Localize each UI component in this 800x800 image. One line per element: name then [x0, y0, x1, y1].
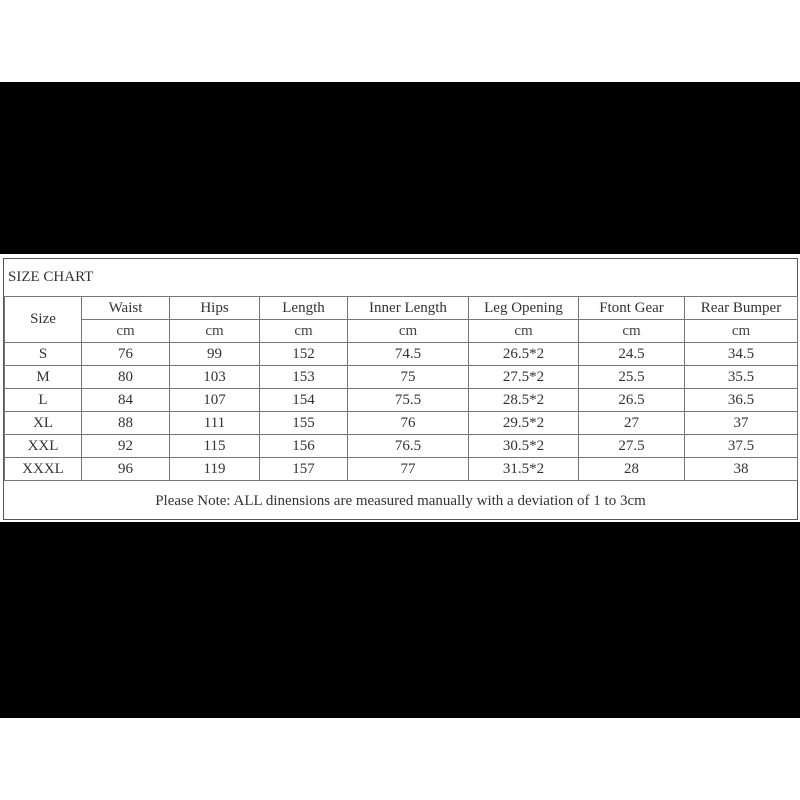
- table-cell: 76: [82, 343, 170, 366]
- table-row: [5, 435, 798, 458]
- table-row: [5, 412, 798, 435]
- table-cell: 157: [260, 458, 348, 481]
- column-header: Leg Opening: [469, 297, 579, 320]
- table-cell: 75: [348, 366, 469, 389]
- unit-cell: cm: [82, 320, 170, 343]
- table-cell: 154: [260, 389, 348, 412]
- table-header: [5, 297, 798, 343]
- bottom-black-band: [0, 522, 800, 718]
- table-row: [5, 389, 798, 412]
- table-cell: 28.5*2: [469, 389, 579, 412]
- table-cell: 88: [82, 412, 170, 435]
- table-cell: 77: [348, 458, 469, 481]
- chart-title: SIZE CHART: [8, 269, 94, 285]
- table-cell: 34.5: [685, 343, 798, 366]
- unit-cell: cm: [685, 320, 798, 343]
- table-cell: 30.5*2: [469, 435, 579, 458]
- column-header: Waist: [82, 297, 170, 320]
- table-cell: 25.5: [579, 366, 685, 389]
- table-cell: 74.5: [348, 343, 469, 366]
- table-cell: 80: [82, 366, 170, 389]
- table-cell: 96: [82, 458, 170, 481]
- size-header: Size: [5, 297, 82, 343]
- header-row: [5, 297, 798, 320]
- table-cell: 27.5: [579, 435, 685, 458]
- table-body: [5, 343, 798, 481]
- column-header: Hips: [170, 297, 260, 320]
- column-header: Inner Length: [348, 297, 469, 320]
- table-cell: 31.5*2: [469, 458, 579, 481]
- table-cell: 156: [260, 435, 348, 458]
- table-cell: 153: [260, 366, 348, 389]
- table-cell: 84: [82, 389, 170, 412]
- table-cell: 76.5: [348, 435, 469, 458]
- unit-cell: cm: [170, 320, 260, 343]
- table-cell: 28: [579, 458, 685, 481]
- measurement-note: Please Note: ALL dinensions are measured manually with a deviation of 1 to 3cm: [155, 493, 646, 509]
- table-cell: 24.5: [579, 343, 685, 366]
- unit-cell: cm: [469, 320, 579, 343]
- table-cell: 26.5: [579, 389, 685, 412]
- table-cell: 26.5*2: [469, 343, 579, 366]
- table-cell: 152: [260, 343, 348, 366]
- size-cell: M: [5, 366, 82, 389]
- table-cell: 75.5: [348, 389, 469, 412]
- column-header: Length: [260, 297, 348, 320]
- table-row: [5, 458, 798, 481]
- size-cell: L: [5, 389, 82, 412]
- unit-cell: cm: [260, 320, 348, 343]
- unit-cell: cm: [579, 320, 685, 343]
- top-black-band: [0, 82, 800, 254]
- table-cell: 92: [82, 435, 170, 458]
- table-cell: 27.5*2: [469, 366, 579, 389]
- table-cell: 37.5: [685, 435, 798, 458]
- table-cell: 29.5*2: [469, 412, 579, 435]
- unit-cell: cm: [348, 320, 469, 343]
- table-cell: 37: [685, 412, 798, 435]
- size-table: [4, 296, 798, 481]
- table-cell: 36.5: [685, 389, 798, 412]
- table-cell: 38: [685, 458, 798, 481]
- table-cell: 103: [170, 366, 260, 389]
- size-chart: [3, 258, 798, 520]
- size-cell: XXXL: [5, 458, 82, 481]
- table-cell: 155: [260, 412, 348, 435]
- table-cell: 99: [170, 343, 260, 366]
- table-cell: 35.5: [685, 366, 798, 389]
- table-cell: 111: [170, 412, 260, 435]
- column-header: Rear Bumper: [685, 297, 798, 320]
- size-cell: XXL: [5, 435, 82, 458]
- unit-row: [5, 320, 798, 343]
- table-row: [5, 366, 798, 389]
- size-cell: S: [5, 343, 82, 366]
- table-cell: 115: [170, 435, 260, 458]
- table-cell: 76: [348, 412, 469, 435]
- table-cell: 27: [579, 412, 685, 435]
- table-row: [5, 343, 798, 366]
- table-cell: 107: [170, 389, 260, 412]
- column-header: Ftont Gear: [579, 297, 685, 320]
- size-cell: XL: [5, 412, 82, 435]
- table-cell: 119: [170, 458, 260, 481]
